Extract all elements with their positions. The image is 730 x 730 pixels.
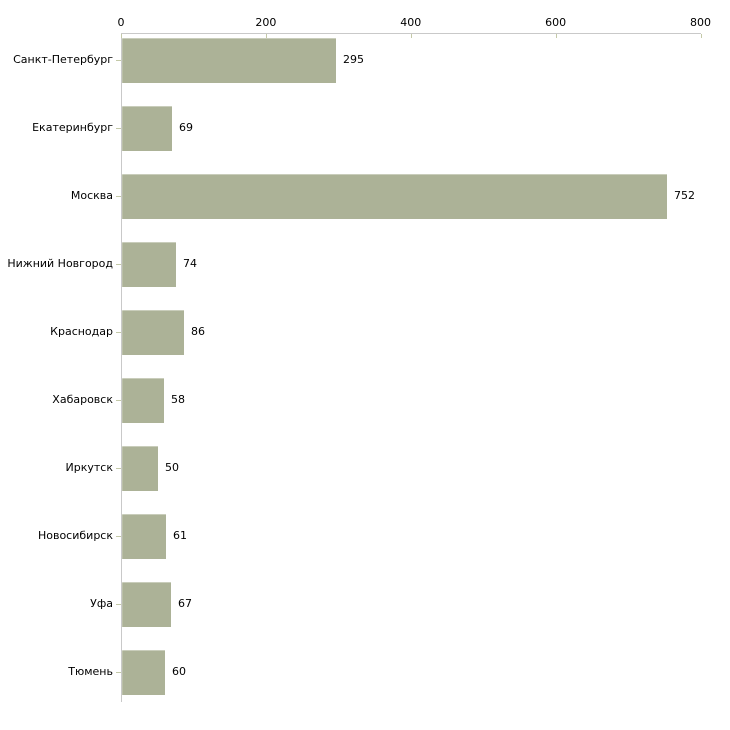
bar-row (0, 645, 730, 713)
bar-row (0, 441, 730, 509)
y-axis-tick-mark (116, 604, 121, 605)
y-axis-tick-mark (116, 468, 121, 469)
x-axis-tick-label: 600 (545, 16, 567, 29)
bar-row (0, 237, 730, 305)
value-label: 50 (165, 461, 179, 474)
bar (122, 514, 166, 559)
category-label: Тюмень (68, 665, 113, 678)
bar (122, 378, 164, 423)
category-label: Уфа (90, 597, 113, 610)
category-label: Хабаровск (52, 393, 113, 406)
bar-row (0, 33, 730, 101)
bar (122, 242, 176, 287)
bar (122, 174, 667, 219)
category-label: Краснодар (50, 325, 113, 338)
value-label: 58 (171, 393, 185, 406)
bar (122, 106, 172, 151)
category-label: Иркутск (65, 461, 113, 474)
category-label: Нижний Новгород (7, 257, 113, 270)
y-axis-tick-mark (116, 264, 121, 265)
y-axis-tick-mark (116, 332, 121, 333)
bar-row (0, 509, 730, 577)
bar (122, 446, 158, 491)
bar (122, 582, 171, 627)
y-axis-tick-mark (116, 196, 121, 197)
category-label: Санкт-Петербург (13, 53, 113, 66)
value-label: 60 (172, 665, 186, 678)
bar (122, 38, 336, 83)
bar (122, 310, 184, 355)
category-label: Новосибирск (37, 529, 113, 542)
y-axis-tick-mark (116, 400, 121, 401)
bar (122, 650, 165, 695)
value-label: 67 (178, 597, 192, 610)
value-label: 69 (179, 121, 193, 134)
y-axis-tick-mark (116, 128, 121, 129)
value-label: 752 (674, 189, 695, 202)
y-axis-tick-mark (116, 536, 121, 537)
value-label: 61 (173, 529, 187, 542)
bar-row (0, 101, 730, 169)
bar-row (0, 305, 730, 373)
value-label: 86 (191, 325, 205, 338)
value-label: 295 (343, 53, 364, 66)
value-label: 74 (183, 257, 197, 270)
bar-row (0, 169, 730, 237)
x-axis-tick-label: 800 (690, 16, 711, 29)
x-axis-tick-label: 0 (117, 16, 125, 29)
x-axis-tick-label: 400 (400, 16, 422, 29)
x-axis-tick-label: 200 (255, 16, 277, 29)
bar-row (0, 373, 730, 441)
bar-row (0, 577, 730, 645)
y-axis-tick-mark (116, 672, 121, 673)
y-axis-tick-mark (116, 60, 121, 61)
category-label: Екатеринбург (32, 121, 113, 134)
category-label: Москва (70, 189, 113, 202)
